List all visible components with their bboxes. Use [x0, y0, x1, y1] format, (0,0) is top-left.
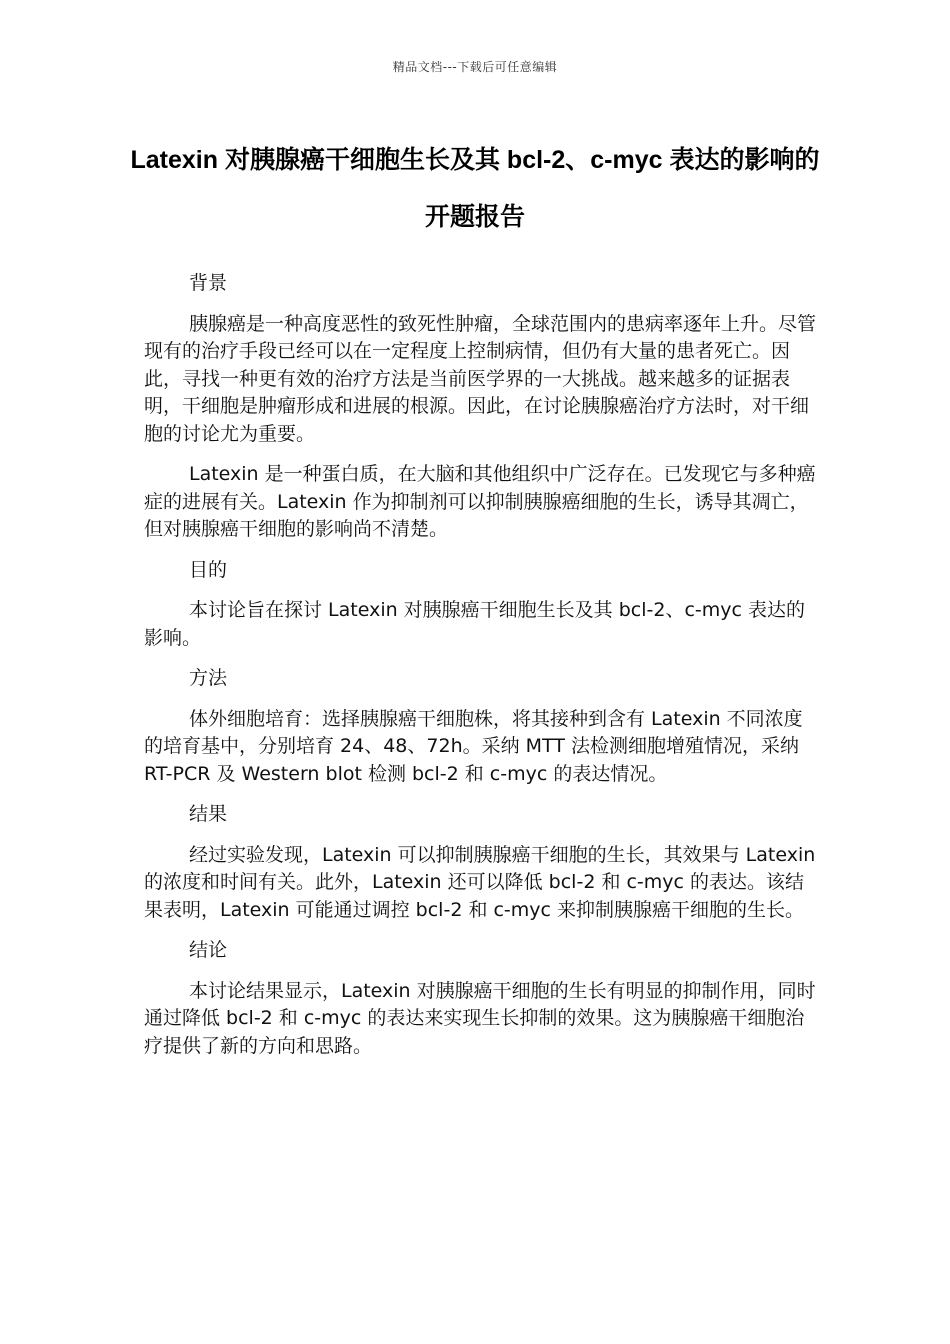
section-heading-background: 背景 [189, 272, 228, 294]
document-body [144, 270, 820, 1073]
paragraph-background-2: Latexin 是一种蛋白质，在大脑和其他组织中广泛存在。已发现它与多种癌症的进展有关。Latexin 作为抑制剂可以抑制胰腺癌细胞的生长，诱导其凋亡，但对胰腺癌干细胞的影响尚不清楚。 [144, 463, 816, 540]
paragraph-methods: 体外细胞培育：选择胰腺癌干细胞株，将其接种到含有 Latexin 不同浓度的培育基中，分别培育 24、48、72h。采纳 MTT 法检测细胞增殖情况，采纳 RT-PCR 及 Western blot 检测 bcl-2 和 c-myc 的表达情况。 [144, 707, 803, 785]
section-heading-conclusion: 结论 [189, 939, 228, 961]
paragraph-conclusion: 本讨论结果显示，Latexin 对胰腺癌干细胞的生长有明显的抑制作用，同时通过降低 bcl-2 和 c-myc 的表达来实现生长抑制的效果。这为胰腺癌干细胞治疗提供了新的方向和思路。 [144, 979, 816, 1057]
paragraph-background-1: 胰腺癌是一种高度恶性的致死性肿瘤，全球范围内的患病率逐年上升。尽管现有的治疗手段已经可以在一定程度上控制病情，但仍有大量的患者死亡。因此，寻找一种更有效的治疗方法是当前医学界的一大挑战。越来越多的证据表明，干细胞是肿瘤形成和进展的根源。因此，在讨论胰腺癌治疗方法时，对干细胞的讨论尤为重要。 [144, 312, 817, 445]
document-title: Latexin 对胰腺癌干细胞生长及其 bcl-2、c-myc 表达的影响的开题报告 [130, 146, 820, 231]
paragraph-results: 经过实验发现，Latexin 可以抑制胰腺癌干细胞的生长，其效果与 Latexin 的浓度和时间有关。此外，Latexin 还可以降低 bcl-2 和 c-myc 的表达。该结果表明，Latexin 可能通过调控 bcl-2 和 c-myc 来抑制胰腺癌干细胞的生长。 [144, 843, 816, 921]
section-heading-results: 结果 [189, 803, 228, 825]
section-heading-methods: 方法 [189, 667, 228, 689]
paragraph-purpose: 本讨论旨在探讨 Latexin 对胰腺癌干细胞生长及其 bcl-2、c-myc 表达的影响。 [144, 599, 805, 649]
header-note: 精品文档---下载后可任意编辑 [392, 60, 558, 74]
section-heading-purpose: 目的 [189, 558, 228, 581]
